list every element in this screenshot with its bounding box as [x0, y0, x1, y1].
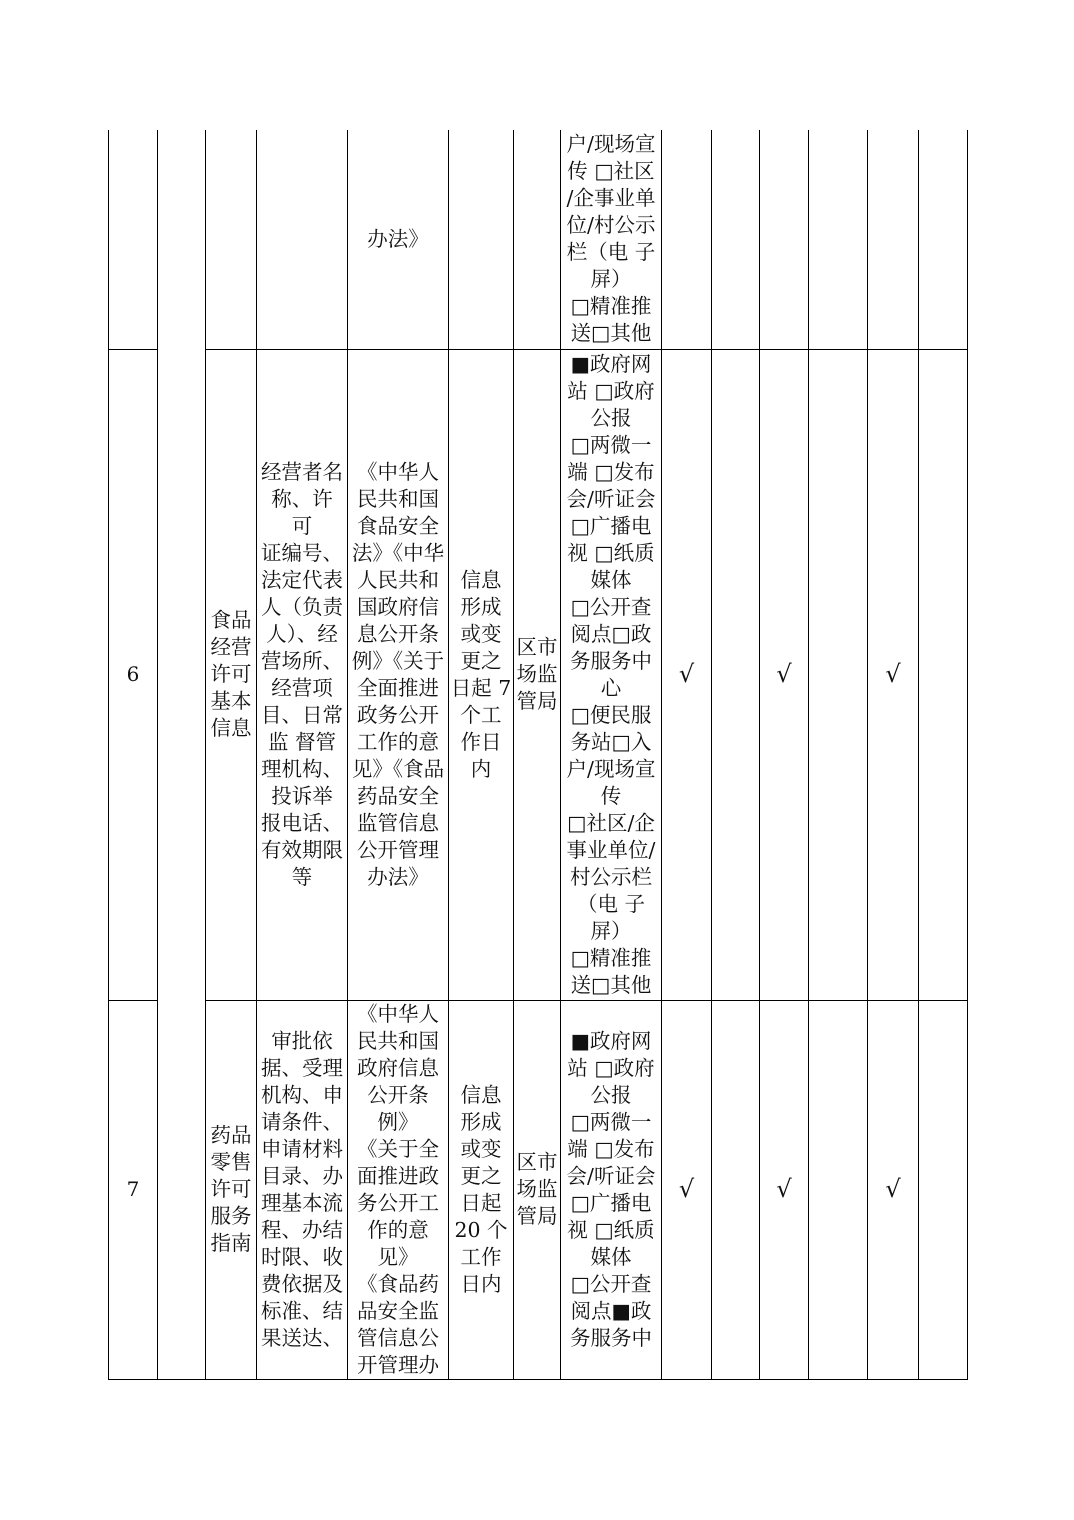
- time-limit-cell: 信息 形成 或变 更之 日起 7 个工 作日 内: [449, 349, 514, 1000]
- item-cell: 药品 零售 许可 服务 指南: [206, 1000, 257, 1379]
- channels-cell: ■政府网 站 □政府 公报 □两微一 端 □发布 会/听证会 □广播电 视 □纸质 媒体 □公开查 阅点■政 务服务中: [561, 1000, 662, 1379]
- item-cell: 食品 经营 许可 基本 信息: [206, 349, 257, 1000]
- mark-cell: √: [760, 349, 809, 1000]
- mark-cell: [760, 130, 809, 349]
- mark-cell: √: [662, 1000, 712, 1379]
- time-limit-cell: [449, 130, 514, 349]
- channels-cell: ■政府网 站 □政府 公报 □两微一 端 □发布 会/听证会 □广播电 视 □纸质 媒体 □公开查 阅点□政 务服务中 心 □便民服 务站□入 户/现场宣 传 □社区/企 事业单位/ 村公示栏 （电 子 屏） □精准推 送□其他: [561, 349, 662, 1000]
- mark-cell: [809, 349, 868, 1000]
- basis-cell: 《中华人 民共和国 政府信息 公开条例》 《关于全 面推进政 务公开工 作的意见》 《食品药 品安全监 管信息公 开管理办: [348, 1000, 449, 1379]
- content-cell: [257, 130, 348, 349]
- mark-cell: [919, 349, 968, 1000]
- mark-cell: [919, 1000, 968, 1379]
- seq-cell: 7: [109, 1000, 158, 1379]
- mark-cell: [712, 349, 760, 1000]
- category-cell: [158, 130, 206, 1379]
- mark-cell: √: [662, 349, 712, 1000]
- disclosure-table: [108, 130, 968, 1380]
- mark-cell: [809, 1000, 868, 1379]
- mark-cell: √: [760, 1000, 809, 1379]
- table-row: [109, 1000, 968, 1379]
- mark-cell: [809, 130, 868, 349]
- mark-cell: √: [868, 1000, 919, 1379]
- time-limit-cell: 信息 形成 或变 更之 日起 20 个 工作 日内: [449, 1000, 514, 1379]
- subject-cell: [514, 130, 561, 349]
- mark-cell: [919, 130, 968, 349]
- seq-cell: 6: [109, 349, 158, 1000]
- mark-cell: [662, 130, 712, 349]
- mark-cell: [712, 130, 760, 349]
- subject-cell: 区市 场监 管局: [514, 349, 561, 1000]
- subject-cell: 区市 场监 管局: [514, 1000, 561, 1379]
- basis-cell: 办法》: [348, 130, 449, 349]
- mark-cell: [868, 130, 919, 349]
- channels-cell: 户/现场宣 传 □社区 /企事业单 位/村公示 栏（电 子 屏） □精准推 送□其他: [561, 130, 662, 349]
- seq-cell: [109, 130, 158, 349]
- content-cell: 审批依 据、受理 机构、申 请条件、 申请材料 目录、办 理基本流 程、办结 时限、收 费依据及 标准、结 果送达、: [257, 1000, 348, 1379]
- item-cell: [206, 130, 257, 349]
- mark-cell: [712, 1000, 760, 1379]
- basis-cell: 《中华人 民共和国 食品安全 法》《中华 人民共和 国政府信 息公开条 例》《关于 全面推进 政务公开 工作的意 见》《食品 药品安全 监管信息 公开管理 办法》: [348, 349, 449, 1000]
- table-row: [109, 349, 968, 1000]
- content-cell: 经营者名 称、许 可 证编号、 法定代表 人（负责 人）、经 营场所、 经营项 目、日常 监 督管 理机构、 投诉举 报电话、 有效期限 等: [257, 349, 348, 1000]
- table-row: [109, 130, 968, 349]
- mark-cell: √: [868, 349, 919, 1000]
